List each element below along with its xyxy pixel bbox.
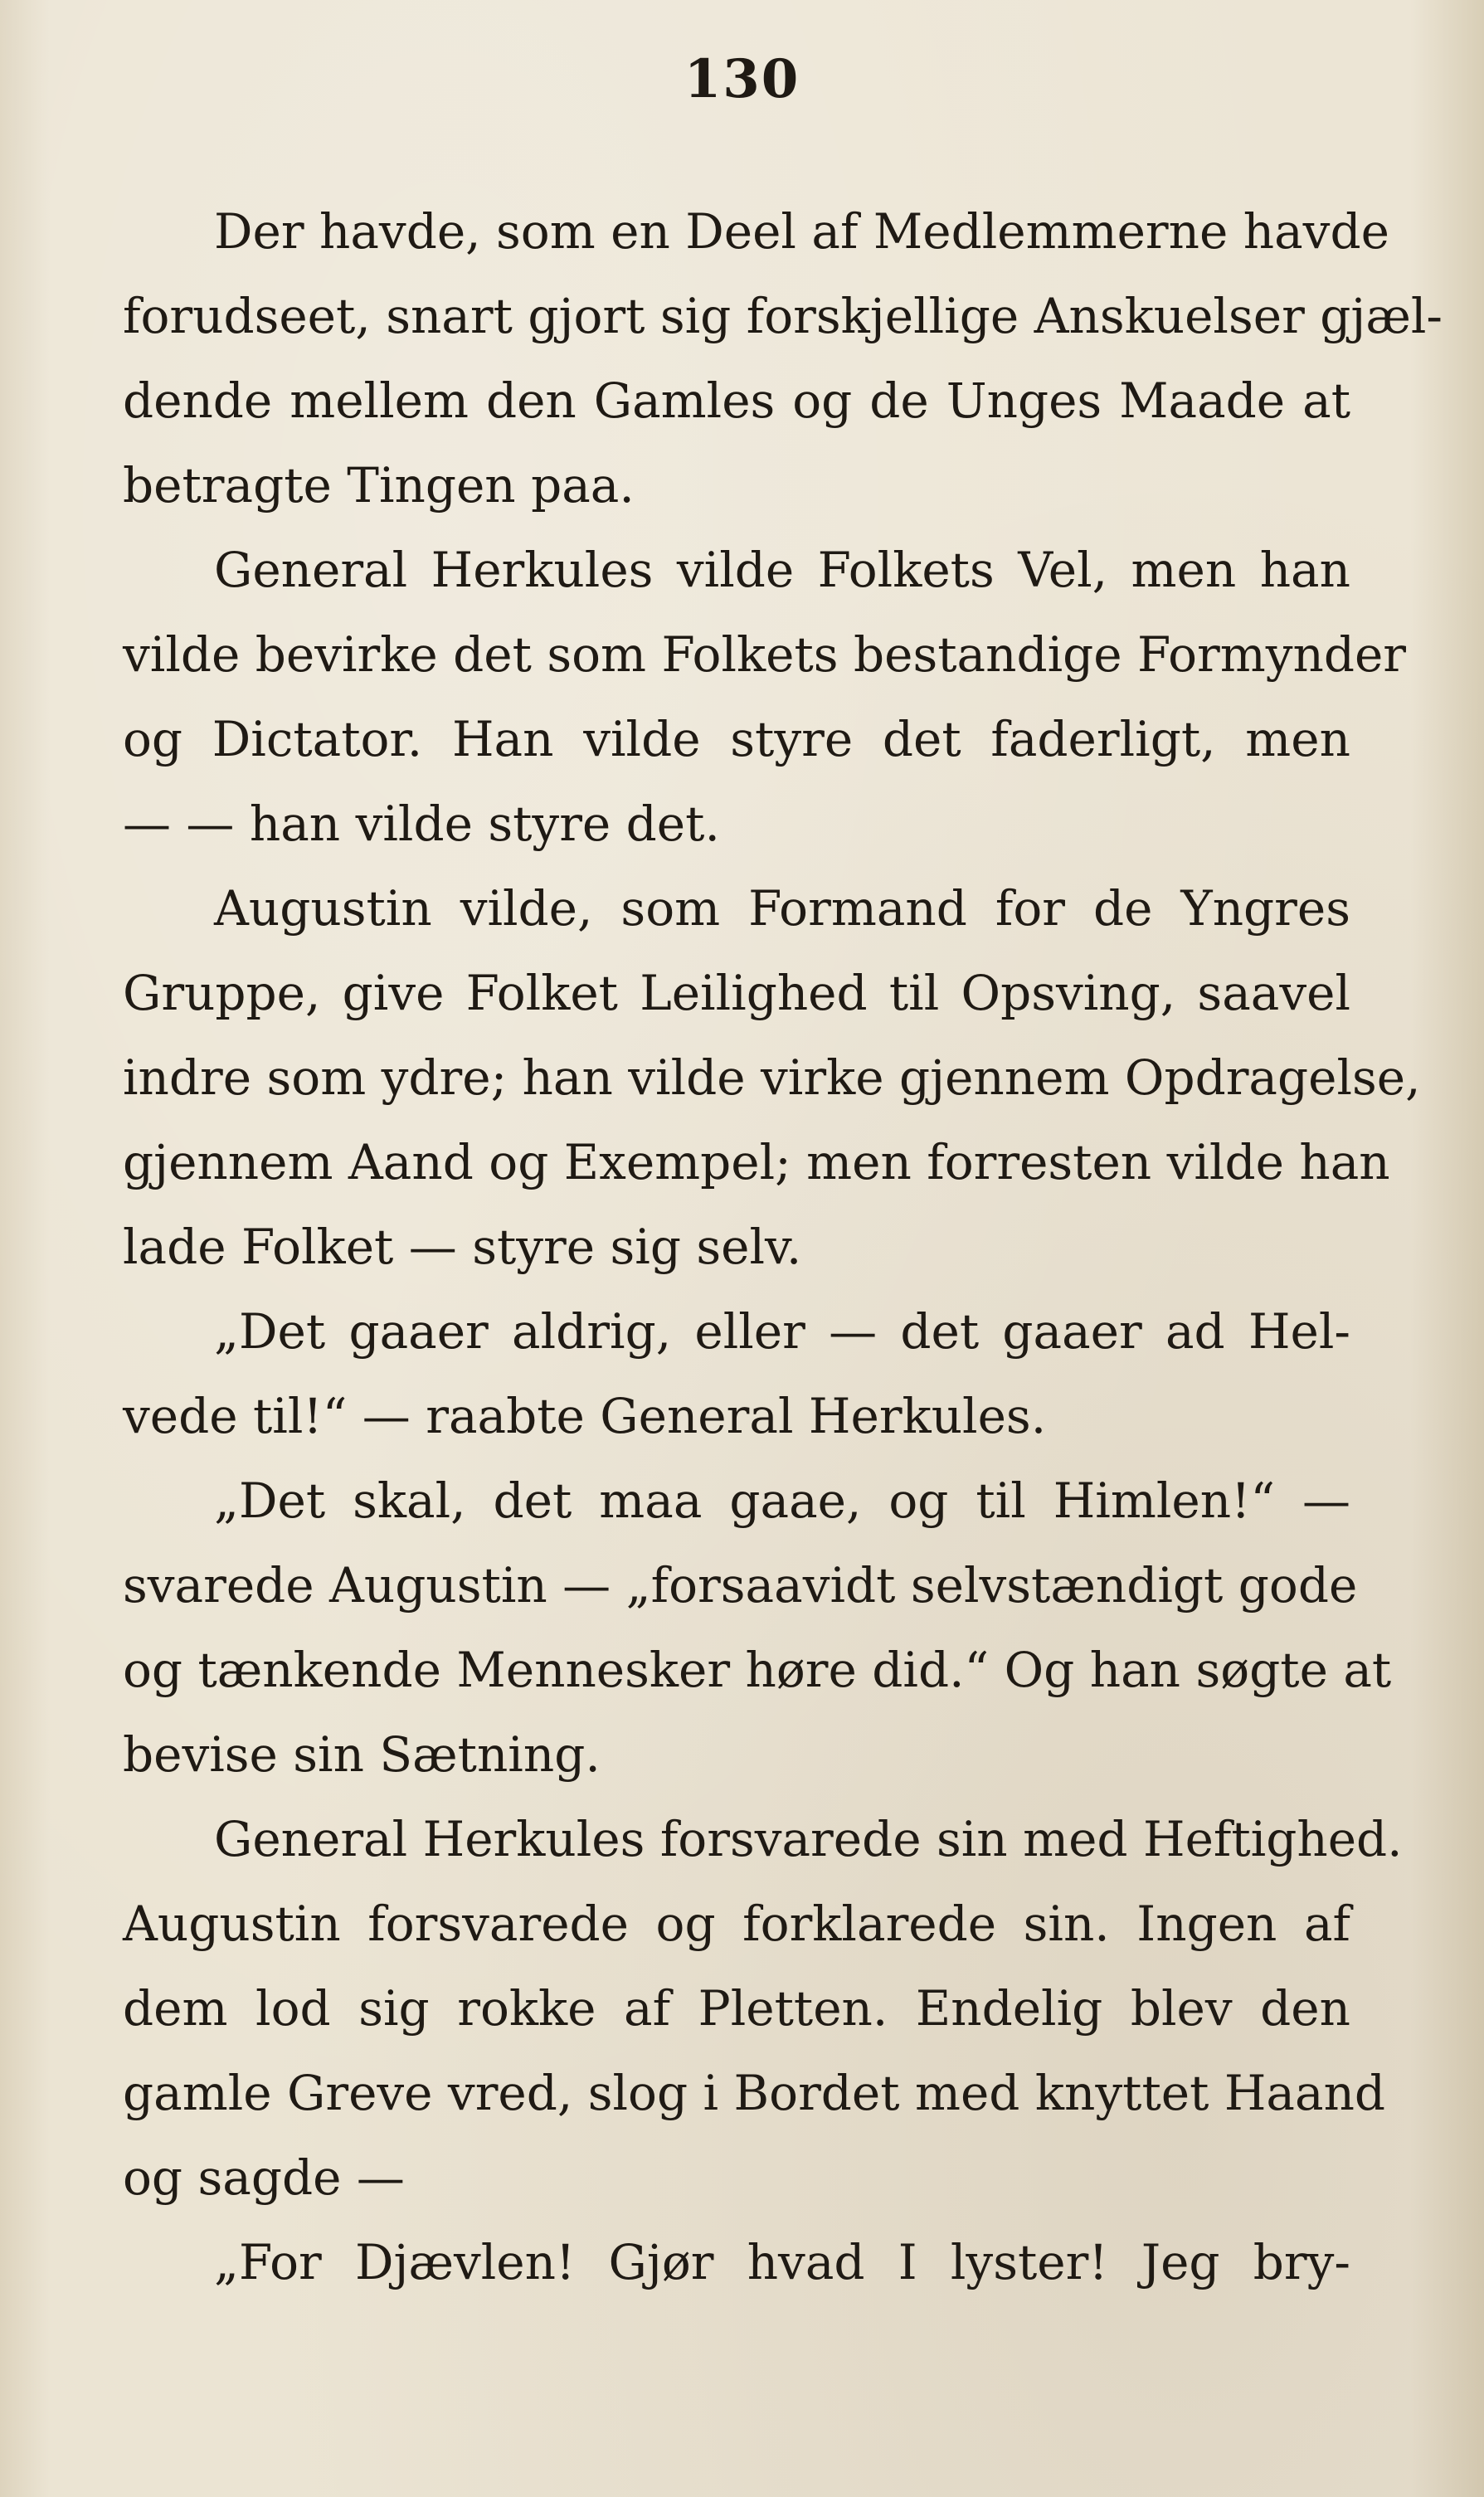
text-line: vede til!“ — raabte General Herkules. <box>123 1388 1047 1444</box>
text-line: lade Folket — styre sig selv. <box>123 1219 802 1275</box>
text-line: betragte Tingen paa. <box>123 457 635 514</box>
text-line: svarede Augustin — „forsaavidt selvstændigt gode <box>123 1557 1358 1614</box>
text-line: — — han vilde styre det. <box>123 796 720 852</box>
text-line: gjennem Aand og Exempel; men forresten vilde han <box>123 1134 1390 1190</box>
text-line: „For Djævlen! Gjør hvad I lyster! Jeg bry- <box>214 2234 1350 2290</box>
text-line: „Det gaaer aldrig, eller — det gaaer ad Hel- <box>214 1303 1350 1360</box>
text-line: Gruppe, give Folket Leilighed til Opsving, saavel <box>123 965 1350 1021</box>
text-line: dem lod sig rokke af Pletten. Endelig blev den <box>123 1980 1350 2037</box>
page-text <box>123 189 1443 2305</box>
text-line: „Det skal, det maa gaae, og til Himlen!“ — <box>214 1472 1350 1529</box>
text-line: dende mellem den Gamles og de Unges Maade at <box>123 372 1350 429</box>
text-line: Der havde, som en Deel af Medlemmerne havde <box>214 203 1389 260</box>
text-line: indre som ydre; han vilde virke gjennem Opdragelse, <box>123 1049 1421 1106</box>
text-line: bevise sin Sætning. <box>123 1726 601 1783</box>
text-line: forudseet, snart gjort sig forskjellige Anskuelser gjæl- <box>123 288 1443 344</box>
text-line: Augustin vilde, som Formand for de Yngres <box>214 880 1350 937</box>
text-line: og tænkende Mennesker høre did.“ Og han søgte at <box>123 1642 1392 1698</box>
text-line: og Dictator. Han vilde styre det faderligt, men <box>123 711 1350 767</box>
text-line: gamle Greve vred, slog i Bordet med knyttet Haand <box>123 2065 1386 2121</box>
text-line: General Herkules forsvarede sin med Heftighed. <box>214 1811 1403 1867</box>
text-line: General Herkules vilde Folkets Vel, men han <box>214 542 1350 598</box>
page-number: 130 <box>684 48 800 110</box>
text-line: vilde bevirke det som Folkets bestandige Formynder <box>123 626 1407 683</box>
text-line: og sagde — <box>123 2149 405 2206</box>
text-line: Augustin forsvarede og forklarede sin. Ingen af <box>123 1896 1350 1952</box>
